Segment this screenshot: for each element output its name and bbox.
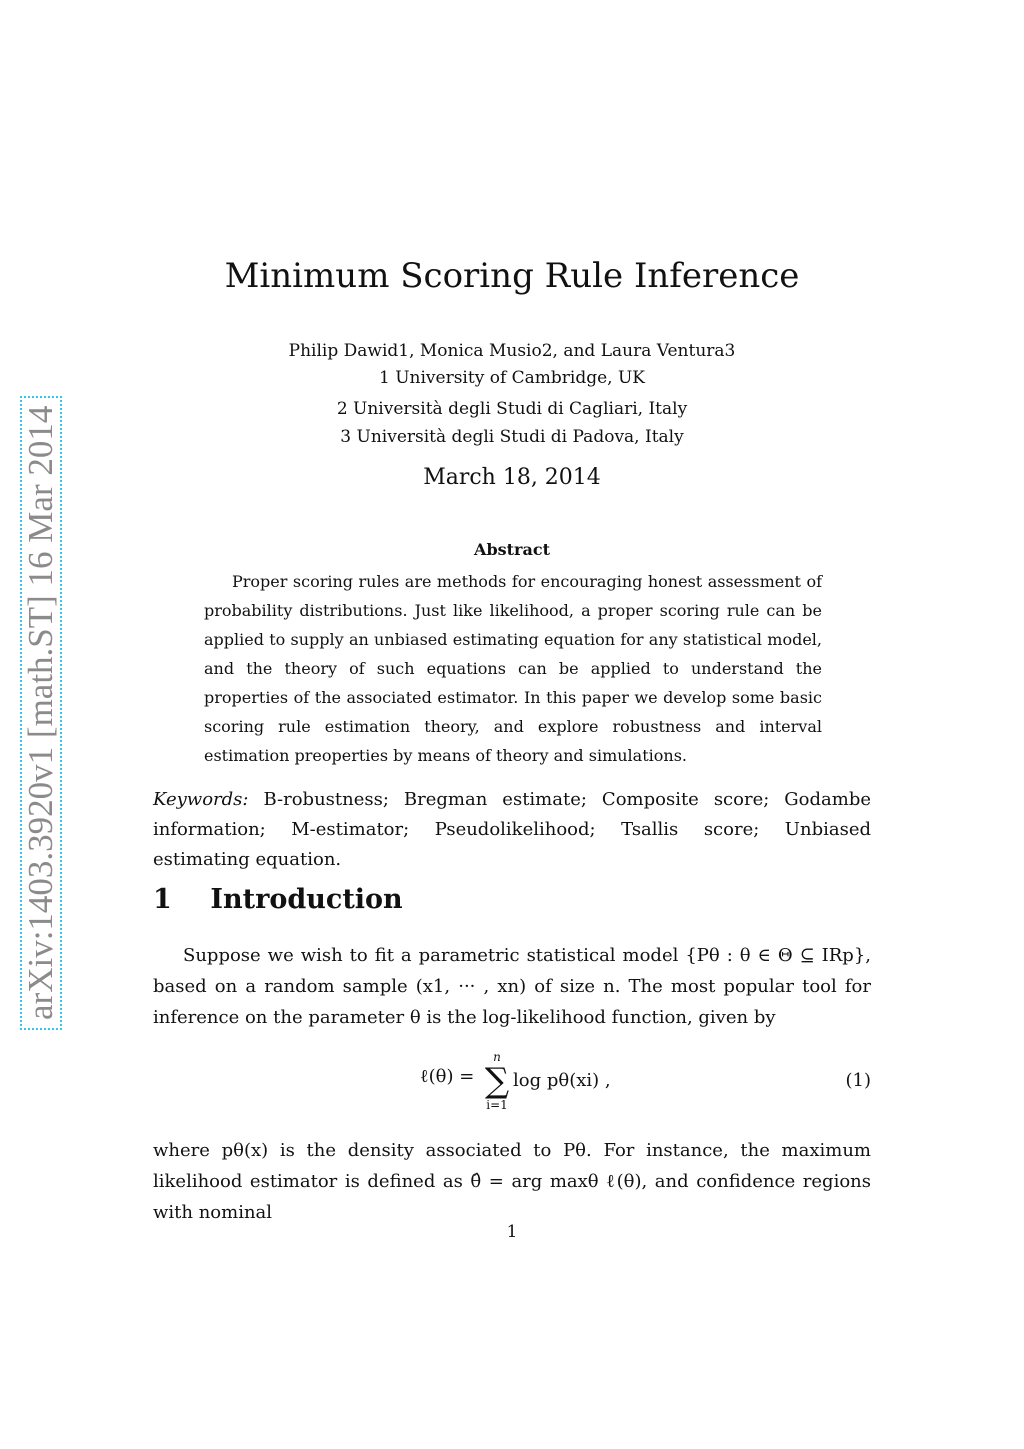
affiliation-3: 3 Università degli Studi di Padova, Italy — [340, 427, 684, 447]
keywords-label: Keywords: — [153, 789, 249, 810]
paper-title: Minimum Scoring Rule Inference — [224, 256, 800, 296]
authors: Philip Dawid1, Monica Musio2, and Laura Ventura3 — [288, 341, 736, 361]
abstract-text: Proper scoring rules are methods for encouraging honest assessment of probability distributions. Just like likelihood, a proper scoring rule can be applied to supply an unbiased estimating equation for any statistical model, and the theory of such equations can be applied to understand the properties of the associated estimator. In this paper we develop some basic scoring rule estimation theory, and explore robustness and interval estimation preoperties by means of theory and simulations. — [204, 572, 822, 765]
affiliation-2: 2 Università degli Studi di Cagliari, Italy — [336, 399, 688, 419]
equation-rhs: log pθ(xi) , — [513, 1070, 611, 1091]
following-paragraph: where pθ(x) is the density associated to Pθ. For instance, the maximum likelihood estimator is defined as θ̂ = arg maxθ ℓ(θ), and confidence regions with nominal — [153, 1140, 871, 1223]
sum-lower: i=1 — [486, 1098, 508, 1112]
sigma-icon: ∑ — [484, 1061, 510, 1101]
section-heading — [153, 882, 403, 918]
sum-upper: n — [493, 1050, 501, 1064]
arxiv-watermark: arXiv:1403.3920v1 [math.ST] 16 Mar 2014 — [20, 396, 62, 1030]
keywords — [153, 785, 871, 875]
intro-paragraph: Suppose we wish to fit a parametric statistical model {Pθ : θ ∈ Θ ⊆ IRp}, based on a random sample (x1, ··· , xn) of size n. The most popular tool for inference on the parameter θ is the log-likelihood function, given by — [153, 945, 871, 1028]
section-title: Introduction — [210, 884, 403, 915]
page-number: 1 — [506, 1222, 518, 1242]
affiliation-1: 1 University of Cambridge, UK — [378, 368, 646, 388]
abstract-heading: Abstract — [474, 540, 550, 559]
paper-date: March 18, 2014 — [423, 465, 601, 490]
summation — [477, 1050, 517, 1112]
section-number: 1 — [153, 884, 172, 915]
equation-number: (1) — [845, 1070, 871, 1091]
keywords-text: B-robustness; Bregman estimate; Composite score; Godambe information; M-estimator; Pseudolikelihood; Tsallis score; Unbiased estimating equation. — [153, 789, 871, 870]
equation-1 — [153, 1050, 871, 1120]
equation-lhs: ℓ(θ) = — [420, 1066, 475, 1087]
